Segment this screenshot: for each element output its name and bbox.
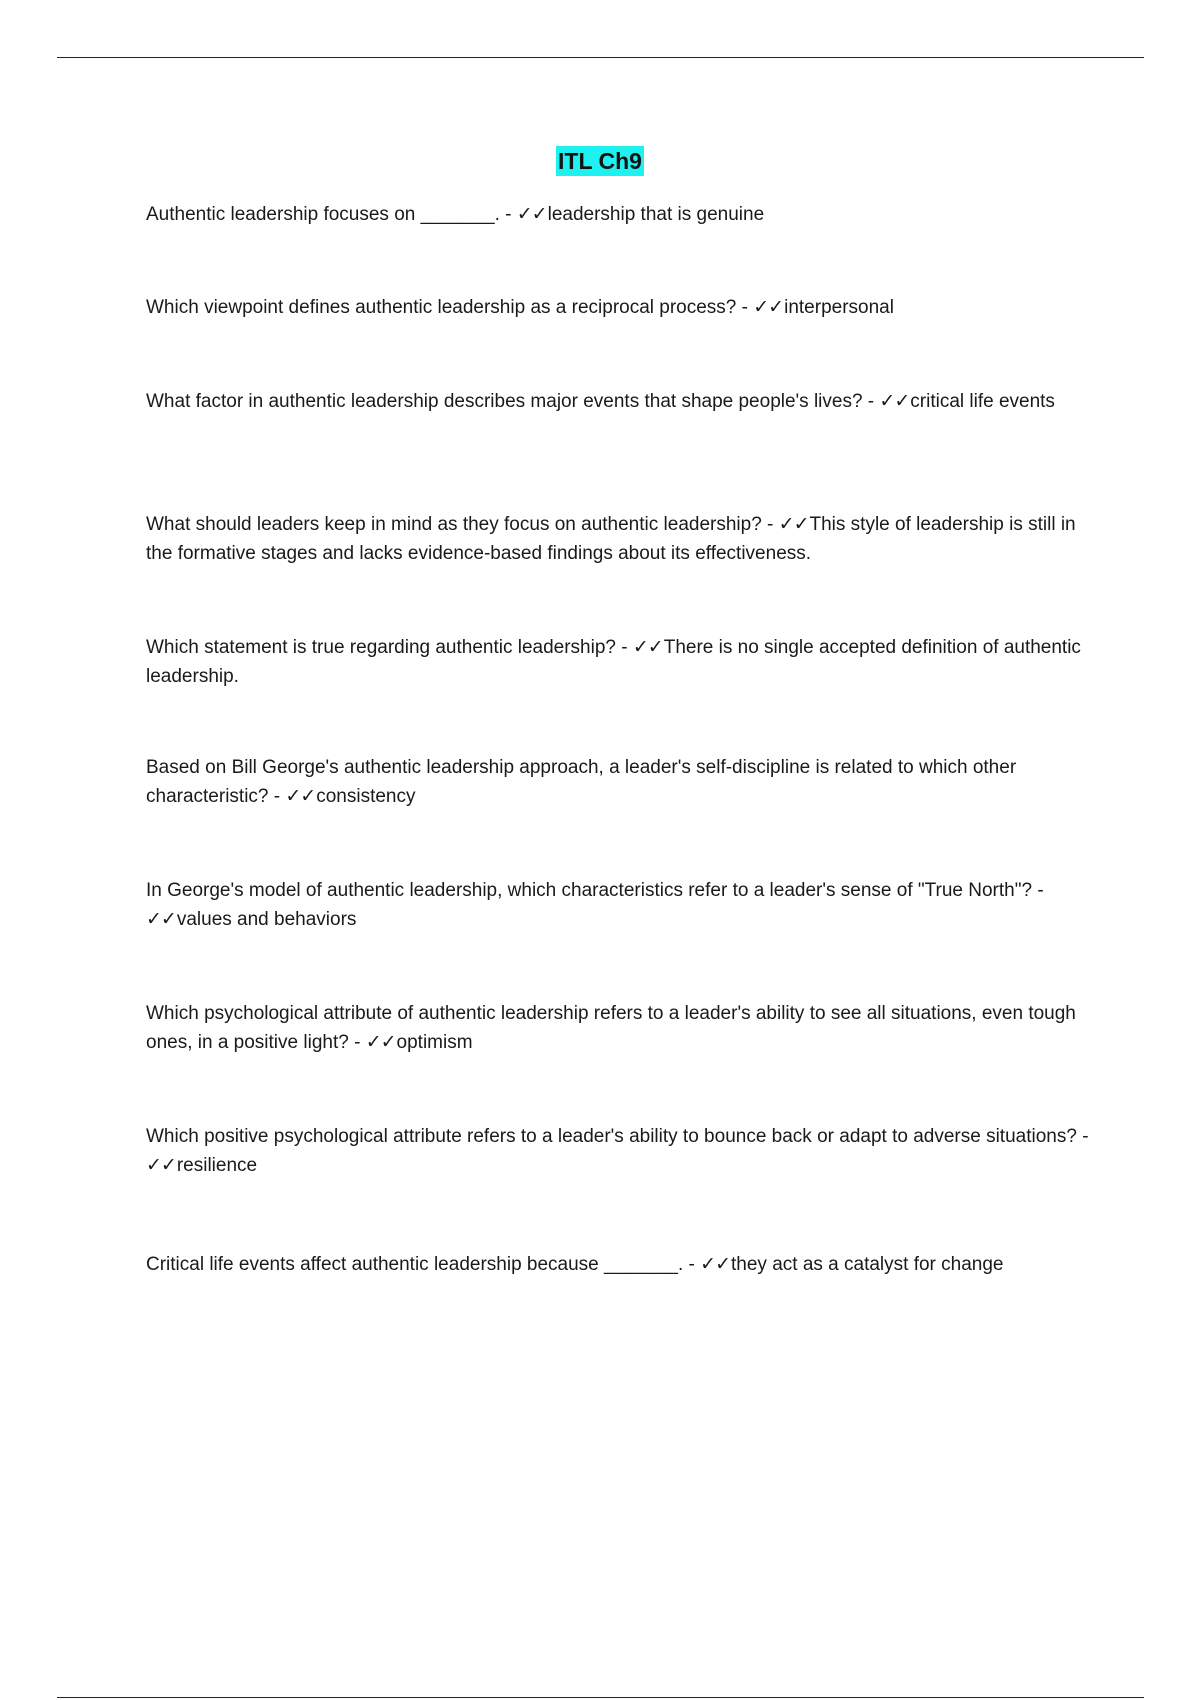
bottom-divider bbox=[57, 1697, 1144, 1698]
qa-item-8 bbox=[146, 999, 1096, 1057]
qa-item-3 bbox=[146, 387, 1096, 416]
qa-item-1 bbox=[146, 200, 1096, 229]
answer-text: they act as a catalyst for change bbox=[731, 1254, 1004, 1275]
answer-text: There is no single accepted definition of authentic leadership. bbox=[146, 637, 1081, 687]
separator: - bbox=[1076, 1126, 1089, 1147]
separator: - bbox=[862, 391, 880, 412]
answer-text: values and behaviors bbox=[176, 909, 357, 930]
qa-item-2 bbox=[146, 293, 1096, 322]
double-check-icon: ✓✓ bbox=[146, 1154, 176, 1176]
double-check-icon: ✓✓ bbox=[753, 296, 784, 318]
qa-item-9 bbox=[146, 1122, 1096, 1180]
double-check-icon: ✓✓ bbox=[365, 1031, 396, 1053]
separator: - bbox=[1032, 880, 1044, 901]
qa-item-10 bbox=[146, 1250, 1096, 1279]
qa-item-4 bbox=[146, 510, 1096, 568]
double-check-icon: ✓✓ bbox=[778, 513, 809, 535]
top-divider bbox=[57, 57, 1144, 58]
answer-text: leadership that is genuine bbox=[547, 204, 765, 225]
question-text: Authentic leadership focuses on _______. bbox=[146, 204, 500, 225]
question-text: Which psychological attribute of authentic leadership refers to a leader's ability to see all situations, even tough ones, in a positive light? bbox=[146, 1003, 1076, 1053]
qa-item-7 bbox=[146, 876, 1096, 934]
question-text: Based on Bill George's authentic leadership approach, a leader's self-discipline is related to which other characteristic? bbox=[146, 757, 1017, 807]
question-text: In George's model of authentic leadership, which characteristics refer to a leader's sense of "True North"? bbox=[146, 880, 1033, 901]
qa-item-5 bbox=[146, 633, 1096, 691]
question-text: What factor in authentic leadership describes major events that shape people's lives? bbox=[146, 391, 863, 412]
separator: - bbox=[615, 637, 633, 658]
double-check-icon: ✓✓ bbox=[632, 636, 663, 658]
separator: - bbox=[683, 1254, 701, 1275]
answer-text: This style of leadership is still in the formative stages and lacks evidence-based findings about its effectiveness. bbox=[146, 514, 1076, 564]
separator: - bbox=[268, 786, 286, 807]
separator: - bbox=[348, 1032, 366, 1053]
answer-text: consistency bbox=[316, 786, 416, 807]
answer-text: interpersonal bbox=[784, 297, 894, 318]
separator: - bbox=[499, 204, 517, 225]
question-text: Critical life events affect authentic leadership because _______. bbox=[146, 1254, 684, 1275]
separator: - bbox=[761, 514, 779, 535]
double-check-icon: ✓✓ bbox=[879, 390, 910, 412]
double-check-icon: ✓✓ bbox=[146, 908, 176, 930]
question-text: Which viewpoint defines authentic leadership as a reciprocal process? bbox=[146, 297, 737, 318]
title-block bbox=[0, 146, 1200, 176]
double-check-icon: ✓✓ bbox=[700, 1253, 731, 1275]
question-text: Which statement is true regarding authentic leadership? bbox=[146, 637, 616, 658]
qa-item-6 bbox=[146, 753, 1096, 811]
double-check-icon: ✓✓ bbox=[285, 785, 316, 807]
separator: - bbox=[736, 297, 754, 318]
answer-text: critical life events bbox=[910, 391, 1055, 412]
answer-text: resilience bbox=[176, 1155, 258, 1176]
answer-text: optimism bbox=[396, 1032, 473, 1053]
page-title: ITL Ch9 bbox=[558, 148, 642, 174]
question-text: What should leaders keep in mind as they focus on authentic leadership? bbox=[146, 514, 762, 535]
double-check-icon: ✓✓ bbox=[516, 203, 547, 225]
question-text: Which positive psychological attribute refers to a leader's ability to bounce back or adapt to adverse situations? bbox=[146, 1126, 1077, 1147]
